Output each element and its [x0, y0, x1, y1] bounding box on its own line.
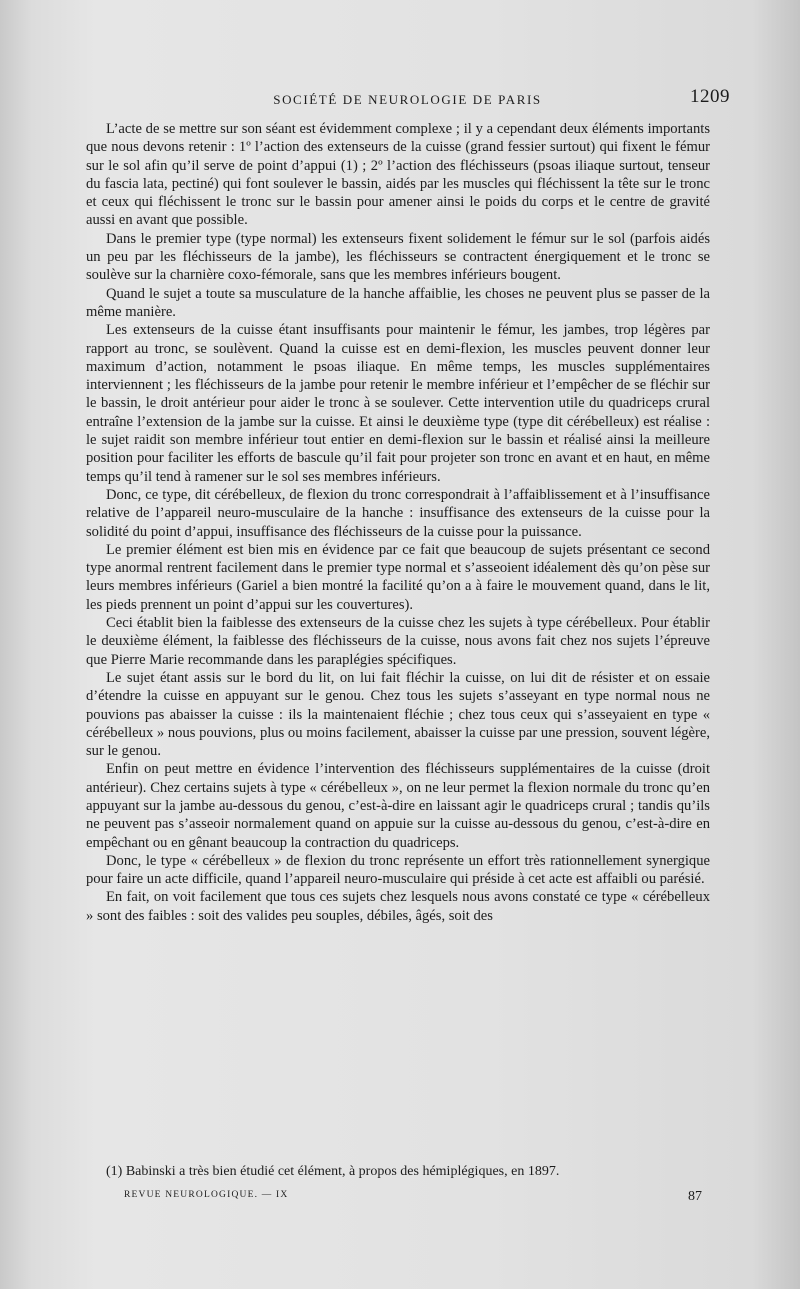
paragraph: Quand le sujet a toute sa musculature de la hanche affaiblie, les choses ne peuvent plus se passer de la même manière. [86, 285, 710, 320]
paragraph: Enfin on peut mettre en évidence l’intervention des fléchisseurs supplémentaires de la cuisse (droit antérieur). Chez certains sujets à type « cérébelleux », on ne leur permet la flexion normale du tronc qu’en appuyant sur la jambe au-dessous du genou, c’est-à-dire en laissant agir le quadriceps crural ; tandis qu’ils ne peuvent pas s’asseoir normalement quand on appuie sur la cuisse au-dessous du genou, c’est-à-dire en empêchant ou en gênant beaucoup la contraction du quadriceps. [86, 761, 710, 851]
paragraph: Le premier élément est bien mis en évidence par ce fait que beaucoup de sujets présentant ce second type anormal rentrent facilement dans le premier type normal et s’asseoient idéalement dès qu’on pèse sur leurs membres inférieurs (Gariel a bien montré la facilité qu’on a à faire le mouvement quand, dans le lit, les pieds prennent un point d’appui sur les couvertures). [86, 541, 710, 613]
journal-signature: REVUE NEUROLOGIQUE. — IX [124, 1190, 289, 1200]
body-text [86, 120, 710, 925]
paragraph: En fait, on voit facilement que tous ces sujets chez lesquels nous avons constaté ce type « cérébelleux » sont des faibles : soit des valides peu souples, débiles, âgés, soit des [86, 889, 710, 924]
signature-mark: 87 [688, 1189, 702, 1204]
paragraph: Donc, le type « cérébelleux » de flexion du tronc représente un effort très rationnellement synergique pour faire un acte difficile, quand l’appareil neuro-musculaire qui préside à cet acte est affaibli ou parésié. [86, 852, 710, 888]
page-header [85, 86, 730, 114]
paragraph: Ceci établit bien la faiblesse des extenseurs de la cuisse chez les sujets à type cérébelleux. Pour établir le deuxième élément, la faiblesse des fléchisseurs de la cuisse, nous avons fait chez nos sujets l’épreuve que Pierre Marie recommande dans les paraplégies spécifiques. [86, 615, 710, 668]
footnote: (1) Babinski a très bien étudié cet élément, à propos des hémiplégiques, en 1897. [106, 1164, 560, 1179]
paragraph: Donc, ce type, dit cérébelleux, de flexion du tronc correspondrait à l’affaiblissement et à l’insuffisance relative de l’appareil neuro-musculaire de la hanche : insuffisance des extenseurs de la cuisse pour la solidité du point d’appui, insuffisance des fléchisseurs de la cuisse pour la puissance. [86, 486, 710, 540]
paragraph: Le sujet étant assis sur le bord du lit, on lui fait fléchir la cuisse, on lui dit de résister et on essaie d’étendre la cuisse en appuyant sur le genou. Chez tous les sujets s’asseyant en type normal nous ne pouvions pas abaisser la cuisse : ils la maintenaient fléchie ; chez tous ceux qui s’asseyaient en type « cérébelleux » nous pouvions, plus ou moins facilement, abaisser la cuisse par une pression, souvent légère, sur le genou. [86, 669, 710, 760]
running-title: SOCIÉTÉ DE NEUROLOGIE DE PARIS [273, 92, 542, 107]
paragraph: Dans le premier type (type normal) les extenseurs fixent solidement le fémur sur le sol (parfois aidés un peu par les fléchisseurs de la jambe), les fléchisseurs se contractent énergiquement et le tronc se soulève sur la charnière coxo-fémorale, sans que les membres inférieurs bougent. [86, 230, 710, 284]
page-number: 1209 [690, 86, 730, 107]
paragraph: L’acte de se mettre sur son séant est évidemment complexe ; il y a cependant deux éléments importants que nous devons retenir : 1º l’action des extenseurs de la cuisse (grand fessier surtout) qui fixent le fémur sur le sol afin qu’il serve de point d’appui (1) ; 2º l’action des fléchisseurs (psoas iliaque surtout, tenseur du fascia lata, pectiné) qui font soulever le bassin, aidés par les muscles qui fléchissent la tête sur le tronc et ceux qui fléchissent le tronc sur le bassin pour amener ainsi le poids du corps et le centre de gravité aussi en avant que possible. [86, 121, 710, 229]
paragraph: Les extenseurs de la cuisse étant insuffisants pour maintenir le fémur, les jambes, trop légères par rapport au tronc, se soulèvent. Quand la cuisse est en demi-flexion, les muscles peuvent donner leur maximum d’action, notamment le psoas iliaque. En même temps, les muscles supplémentaires interviennent ; les fléchisseurs de la jambe pour retenir le membre inférieur et l’empêcher de se fléchir sur le bassin, le droit antérieur pour aider le tronc à se soulever. Cette intervention utile du quadriceps crural entraîne l’extension de la jambe sur la cuisse. Et ainsi le deuxième type (type dit cérébelleux) est réalise : le sujet raidit son membre inférieur tout entier en demi-flexion sur le bassin et réalisé ainsi la meilleure position pour faciliter les efforts de bascule qu’il fait pour projeter son tronc en avant et en haut, en même temps qu’il tend à ramener sur le sol ses membres inférieurs. [86, 322, 710, 485]
page-footer [124, 1189, 710, 1204]
